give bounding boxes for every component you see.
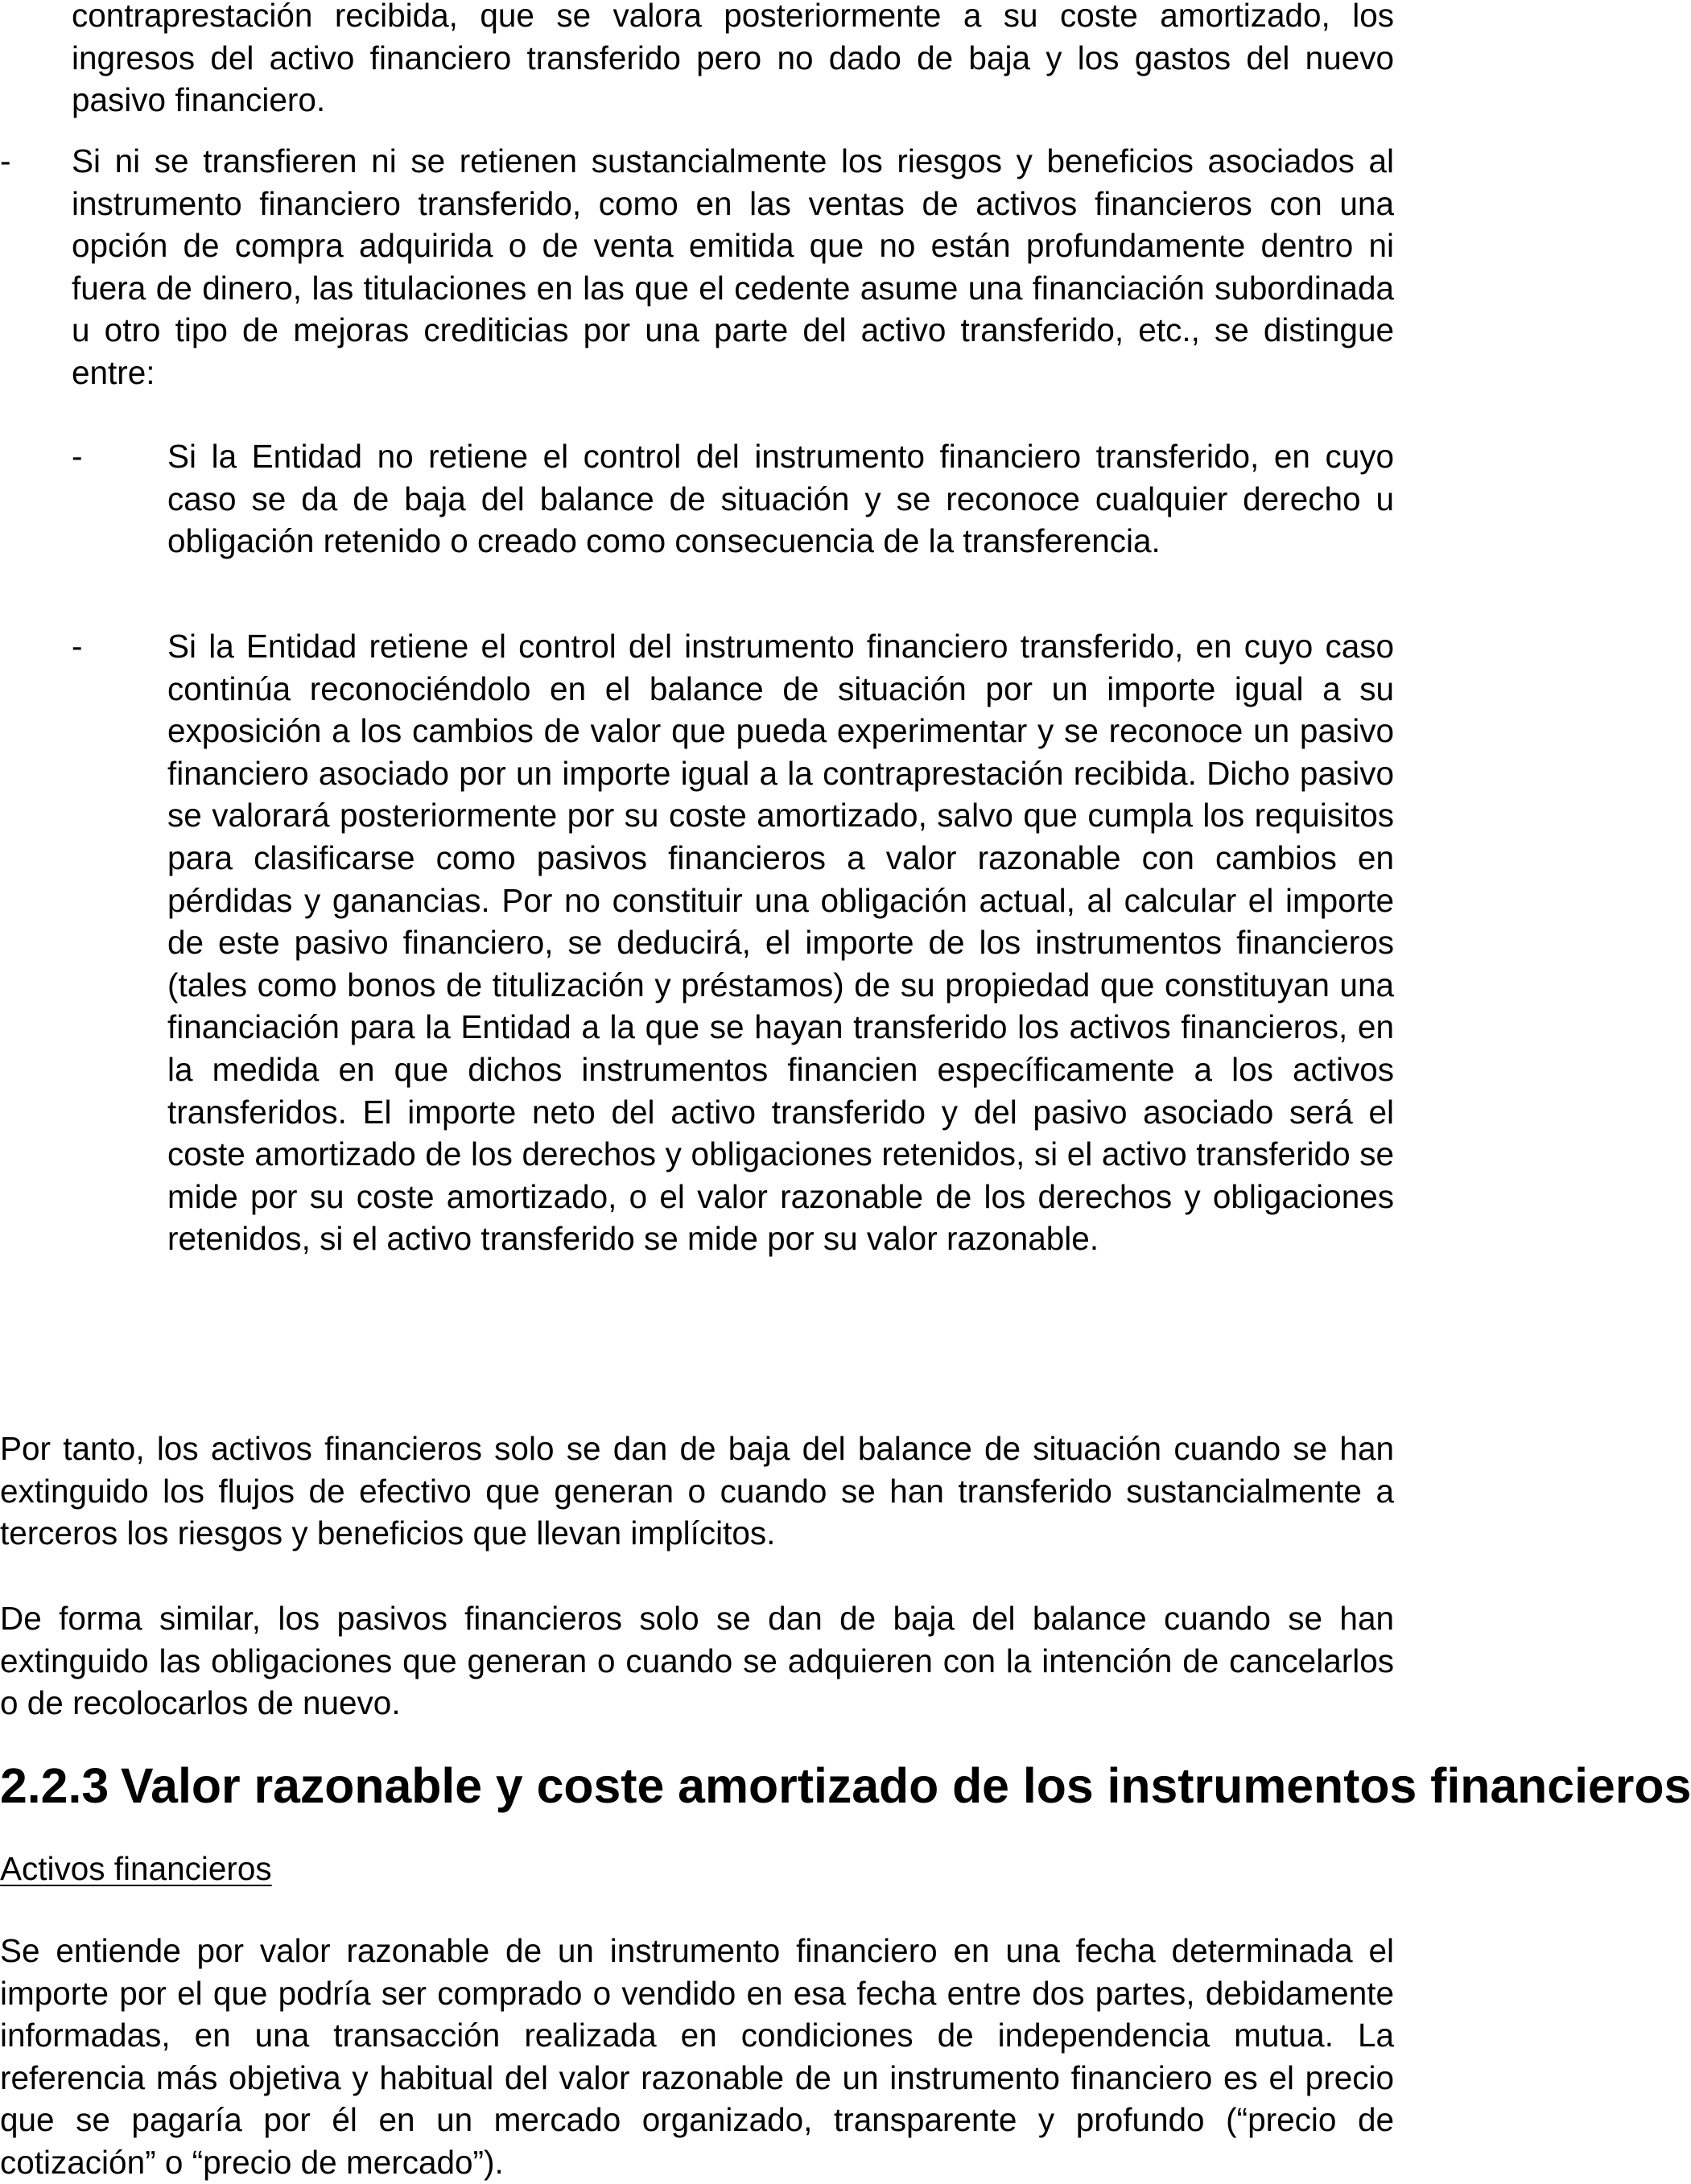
section-number: 2.2.3 [0,1758,109,1813]
list-item: Si ni se transfieren ni se retienen sustancialmente los riesgos y beneficios asociados al instrumento financiero transferido, como en las ventas de activos financieros con una opción de compra adquirida o de venta emitida que no están profundamente dentro ni fuera de dinero, las titulaciones en las que el cedente asume una financiación subordinada u otro tipo de mejoras crediticias por una parte del activo transferido, etc., se distingue entre: [72,142,1394,391]
list-bullet: - [0,142,11,179]
sub-list-item: Si la Entidad no retiene el control del instrumento financiero transferido, en cuyo caso se da de baja del balance de situación y se reconoce cualquier derecho u obligación retenido o creado como consecuencia de la transferencia. [167,438,1394,560]
body-paragraph: De forma similar, los pasivos financieros solo se dan de baja del balance cuando se han extinguido las obligaciones que generan o cuando se adquieren con la intención de cancelarlos o de recolocarlos de nuevo. [0,1600,1394,1722]
body-paragraph: Por tanto, los activos financieros solo se dan de baja del balance de situación cuando se han extinguido los flujos de efectivo que generan o cuando se han transferido sustancialmente a terceros los riesgos y beneficios que llevan implícitos. [0,1430,1394,1552]
body-paragraph: Se entiende por valor razonable de un instrumento financiero en una fecha determinada el importe por el que podría ser comprado o vendido en esa fecha entre dos partes, debidamente informadas, en una transacción realizada en condiciones de independencia mutua. La referencia más objetiva y habitual del valor razonable de un instrumento financiero es el precio que se pagaría por él en un mercado organizado, transparente y profundo (“precio de cotización” o “precio de mercado”). [0,1932,1394,2181]
sub-list-bullet: - [72,628,83,665]
subsection-heading: Activos financieros [0,1850,272,1887]
section-heading [0,1758,1691,1813]
section-title: Valor razonable y coste amortizado de los instrumentos financieros [121,1758,1691,1813]
sub-list-item: Si la Entidad retiene el control del instrumento financiero transferido, en cuyo caso continúa reconociéndolo en el balance de situación por un importe igual a su exposición a los cambios de valor que pueda experimentar y se reconoce un pasivo financiero asociado por un importe igual a la contraprestación recibida. Dicho pasivo se valorará posteriormente por su coste amortizado, salvo que cumpla los requisitos para clasificarse como pasivos financieros a valor razonable con cambios en pérdidas y ganancias. Por no constituir una obligación actual, al calcular el importe de este pasivo financiero, se deducirá, el importe de los instrumentos financieros (tales como bonos de titulización y préstamos) de su propiedad que constituyan una financiación para la Entidad a la que se hayan transferido los activos financieros, en la medida en que dichos instrumentos financien específicamente a los activos transferidos. El importe neto del activo transferido y del pasivo asociado será el coste amortizado de los derechos y obligaciones retenidos, si el activo transferido se mide por su coste amortizado, o el valor razonable de los derechos y obligaciones retenidos, si el activo transferido se mide por su valor razonable. [167,628,1394,1258]
sub-list-bullet: - [72,438,83,475]
continuation-paragraph: contraprestación recibida, que se valora posteriormente a su coste amortizado, los ingresos del activo financiero transferido pero no dado de baja y los gastos del nuevo pasivo financiero. [72,0,1394,119]
